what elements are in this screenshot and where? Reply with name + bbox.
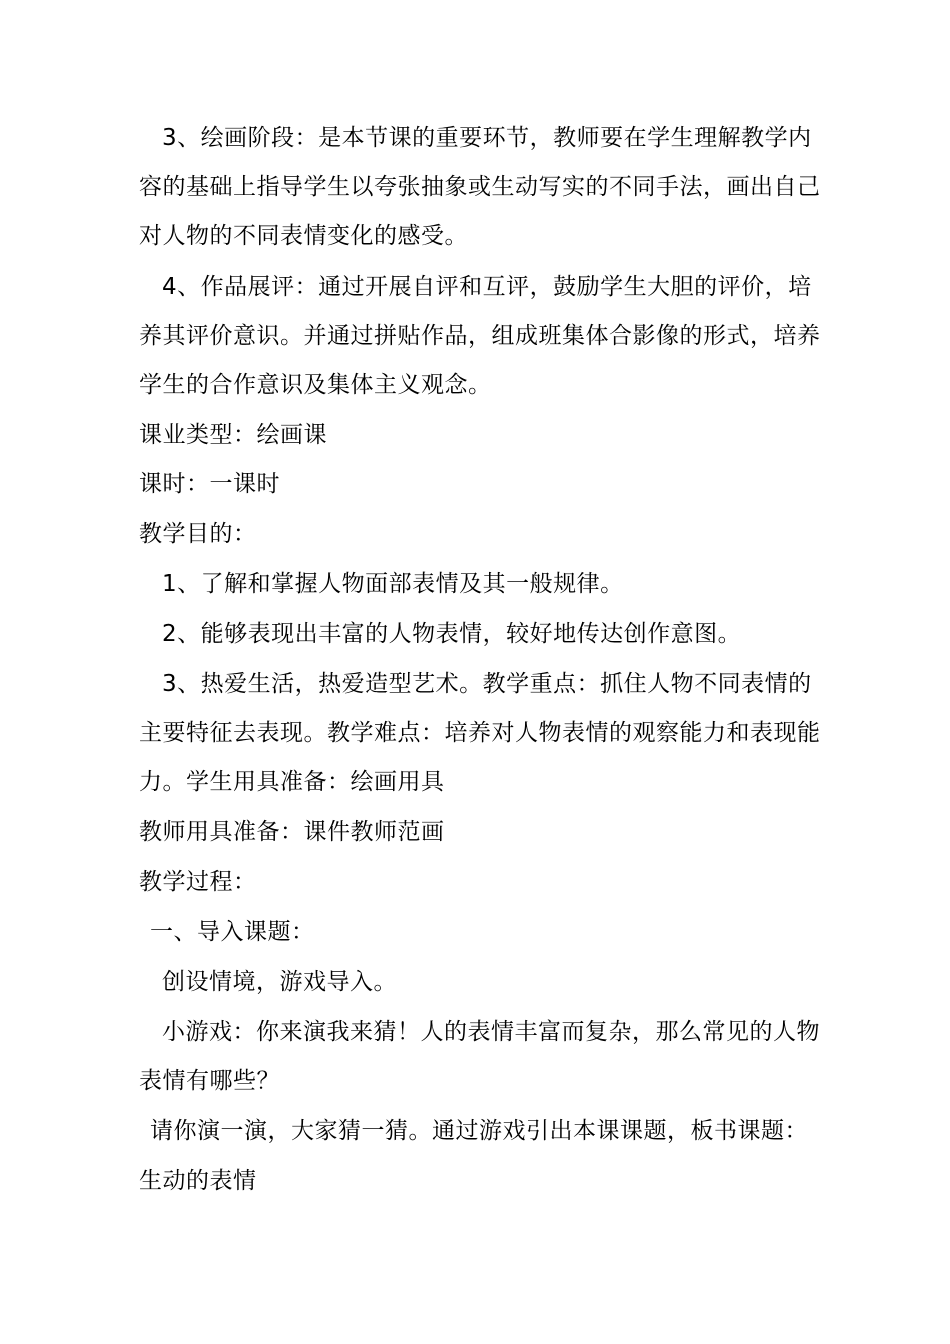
text-line: 力。学生用具准备：绘画用具 [139,769,445,795]
text-line: 对人物的不同表情变化的感受。 [139,223,468,249]
text-line: 主要特征去表现。教学难点：培养对人物表情的观察能力和表现能 [139,720,821,746]
text-line: 学生的合作意识及集体主义观念。 [139,372,492,398]
text-line: 生动的表情 [139,1168,257,1194]
text-line: 3、绘画阶段：是本节课的重要环节，教师要在学生理解教学内 [162,125,812,151]
text-line: 容的基础上指导学生以夸张抽象或生动写实的不同手法，画出自己 [139,174,821,200]
text-line: 3、热爱生活，热爱造型艺术。教学重点：抓住人物不同表情的 [162,671,812,697]
text-line: 一、导入课题： [150,919,315,945]
text-line: 1、了解和掌握人物面部表情及其一般规律。 [162,571,624,597]
text-line: 小游戏：你来演我来猜！人的表情丰富而复杂，那么常见的人物 [162,1019,820,1045]
text-line: 教学目的： [139,521,257,547]
text-line: 课业类型：绘画课 [139,422,327,448]
text-line: 2、能够表现出丰富的人物表情，较好地传达创作意图。 [162,621,742,647]
text-line: 课时：一课时 [139,471,280,497]
text-line: 4、作品展评：通过开展自评和互评，鼓励学生大胆的评价，培 [162,274,812,300]
text-line: 养其评价意识。并通过拼贴作品，组成班集体合影像的形式，培养 [139,323,821,349]
text-line: 教师用具准备：课件教师范画 [139,819,445,845]
text-line: 请你演一演，大家猜一猜。通过游戏引出本课课题，板书课题： [150,1118,808,1144]
text-line: 教学过程： [139,869,257,895]
text-line: 创设情境，游戏导入。 [162,969,397,995]
text-line: 表情有哪些？ [139,1068,280,1094]
